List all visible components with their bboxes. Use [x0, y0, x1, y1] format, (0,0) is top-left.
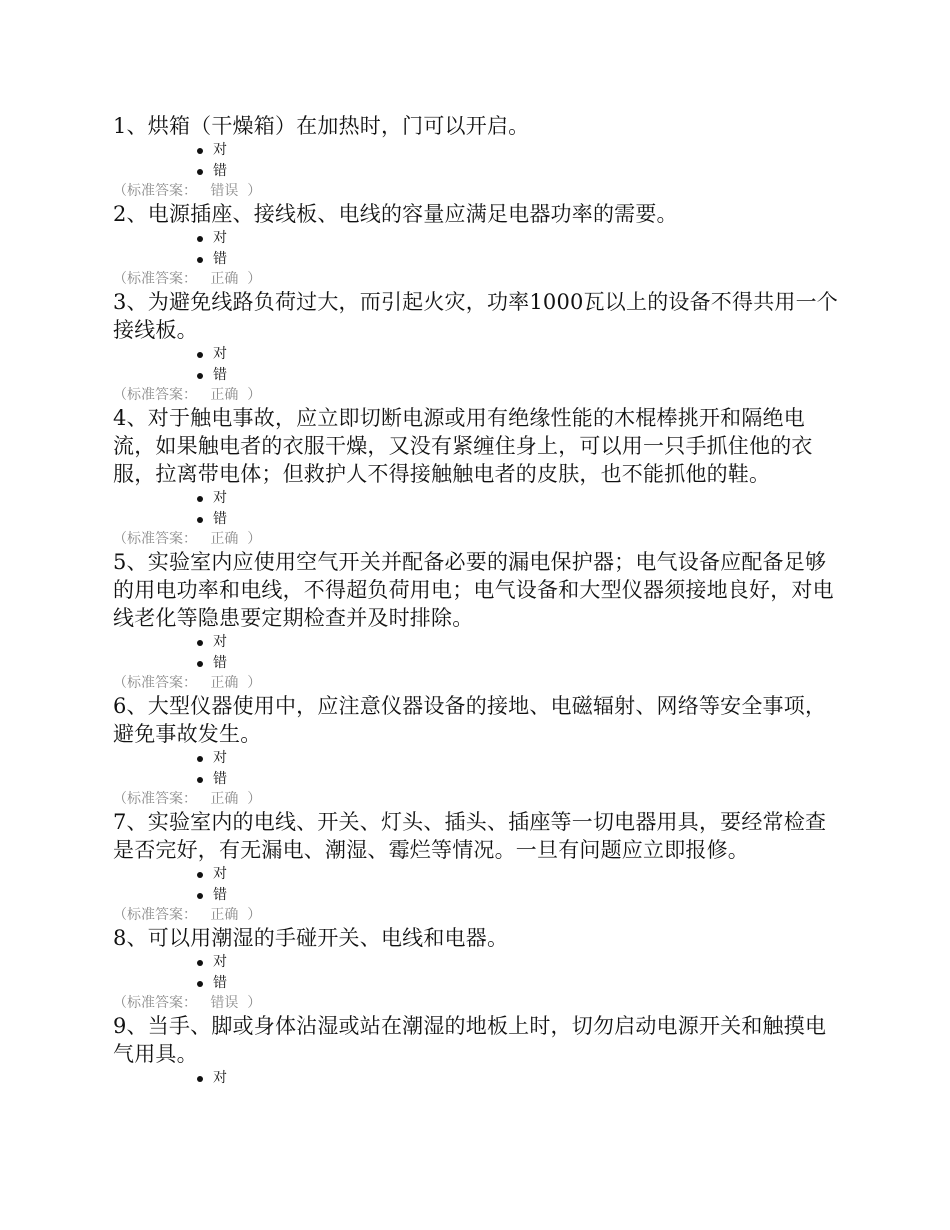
option-label[interactable]: 错 — [213, 887, 227, 903]
question-item — [113, 692, 843, 808]
answer-value: 正确 — [210, 271, 239, 287]
bullet-icon — [197, 640, 203, 646]
bullet-icon — [197, 893, 203, 899]
option-label[interactable]: 错 — [213, 975, 227, 991]
bullet-icon — [197, 872, 203, 878]
question-item — [113, 200, 843, 288]
option-list — [113, 952, 843, 994]
bullet-icon — [197, 496, 203, 502]
bullet-icon — [197, 1076, 203, 1082]
standard-answer — [113, 994, 843, 1012]
answer-value: 正确 — [210, 675, 239, 691]
answer-prefix: （标准答案： — [113, 271, 197, 287]
option-list — [113, 864, 843, 906]
question-text: 8、可以用潮湿的手碰开关、电线和电器。 — [113, 926, 509, 950]
answer-prefix: （标准答案： — [113, 531, 197, 547]
option-true[interactable] — [197, 344, 843, 365]
option-false[interactable] — [197, 769, 843, 790]
question-list — [113, 112, 843, 1089]
answer-value: 错误 — [210, 183, 239, 199]
question-item — [113, 924, 843, 1012]
answer-suffix: ） — [247, 675, 262, 691]
question-text: 5、实验室内应使用空气开关并配备必要的漏电保护器；电气设备应配备足够的用电功率和电线，不得超负荷用电；电气设备和大型仪器须接地良好，对电线老化等隐患要定期检查并及时排除。 — [113, 550, 834, 630]
option-false[interactable] — [197, 973, 843, 994]
question-text: 2、电源插座、接线板、电线的容量应满足电器功率的需要。 — [113, 202, 678, 226]
standard-answer — [113, 386, 843, 404]
option-true[interactable] — [197, 140, 843, 161]
option-label[interactable]: 对 — [213, 142, 227, 158]
option-false[interactable] — [197, 653, 843, 674]
option-label[interactable]: 对 — [213, 750, 227, 766]
option-label[interactable]: 错 — [213, 163, 227, 179]
question-item — [113, 548, 843, 692]
standard-answer — [113, 270, 843, 288]
question-text: 7、实验室内的电线、开关、灯头、插头、插座等一切电器用具，要经常检查是否完好，有无漏电、潮湿、霉烂等情况。一旦有问题应立即报修。 — [113, 810, 827, 862]
option-label[interactable]: 错 — [213, 771, 227, 787]
option-true[interactable] — [197, 748, 843, 769]
question-item — [113, 1012, 843, 1089]
answer-suffix: ） — [247, 271, 262, 287]
bullet-icon — [197, 756, 203, 762]
answer-suffix: ） — [247, 907, 262, 923]
answer-prefix: （标准答案： — [113, 387, 197, 403]
question-item — [113, 404, 843, 548]
option-label[interactable]: 对 — [213, 346, 227, 362]
bullet-icon — [197, 777, 203, 783]
answer-suffix: ） — [247, 183, 262, 199]
answer-prefix: （标准答案： — [113, 675, 197, 691]
option-false[interactable] — [197, 509, 843, 530]
bullet-icon — [197, 373, 203, 379]
option-label[interactable]: 错 — [213, 367, 227, 383]
bullet-icon — [197, 236, 203, 242]
option-true[interactable] — [197, 488, 843, 509]
answer-prefix: （标准答案： — [113, 183, 197, 199]
option-false[interactable] — [197, 249, 843, 270]
option-list — [113, 228, 843, 270]
option-label[interactable]: 错 — [213, 655, 227, 671]
standard-answer — [113, 674, 843, 692]
option-true[interactable] — [197, 228, 843, 249]
bullet-icon — [197, 352, 203, 358]
answer-prefix: （标准答案： — [113, 791, 197, 807]
answer-value: 正确 — [210, 531, 239, 547]
option-label[interactable]: 对 — [213, 954, 227, 970]
standard-answer — [113, 182, 843, 200]
answer-suffix: ） — [247, 791, 262, 807]
option-list — [113, 488, 843, 530]
option-false[interactable] — [197, 161, 843, 182]
option-true[interactable] — [197, 632, 843, 653]
question-item — [113, 112, 843, 200]
bullet-icon — [197, 960, 203, 966]
answer-value: 正确 — [210, 791, 239, 807]
option-label[interactable]: 对 — [213, 490, 227, 506]
question-text: 6、大型仪器使用中，应注意仪器设备的接地、电磁辐射、网络等安全事项，避免事故发生。 — [113, 694, 827, 746]
option-true[interactable] — [197, 1068, 843, 1089]
answer-value: 正确 — [210, 387, 239, 403]
option-true[interactable] — [197, 864, 843, 885]
option-list — [113, 140, 843, 182]
option-false[interactable] — [197, 365, 843, 386]
option-label[interactable]: 对 — [213, 634, 227, 650]
option-label[interactable]: 对 — [213, 230, 227, 246]
bullet-icon — [197, 517, 203, 523]
bullet-icon — [197, 257, 203, 263]
option-false[interactable] — [197, 885, 843, 906]
answer-value: 正确 — [210, 907, 239, 923]
question-text: 4、对于触电事故，应立即切断电源或用有绝缘性能的木棍棒挑开和隔绝电流，如果触电者的衣服干燥，又没有紧缠住身上，可以用一只手抓住他的衣服，拉离带电体；但救护人不得接触触电者的皮肤，也不能抓他的鞋。 — [113, 406, 813, 486]
option-label[interactable]: 错 — [213, 511, 227, 527]
option-label[interactable]: 对 — [213, 866, 227, 882]
answer-suffix: ） — [247, 995, 262, 1011]
standard-answer — [113, 906, 843, 924]
bullet-icon — [197, 148, 203, 154]
bullet-icon — [197, 981, 203, 987]
answer-suffix: ） — [247, 387, 262, 403]
bullet-icon — [197, 661, 203, 667]
standard-answer — [113, 790, 843, 808]
answer-prefix: （标准答案： — [113, 995, 197, 1011]
option-label[interactable]: 错 — [213, 251, 227, 267]
question-text: 3、为避免线路负荷过大，而引起火灾，功率1000瓦以上的设备不得共用一个接线板。 — [113, 290, 839, 342]
question-text: 9、当手、脚或身体沾湿或站在潮湿的地板上时，切勿启动电源开关和触摸电气用具。 — [113, 1014, 827, 1066]
answer-value: 错误 — [210, 995, 239, 1011]
option-list — [113, 632, 843, 674]
answer-prefix: （标准答案： — [113, 907, 197, 923]
question-text: 1、烘箱（干燥箱）在加热时，门可以开启。 — [113, 114, 530, 138]
option-list — [113, 344, 843, 386]
option-true[interactable] — [197, 952, 843, 973]
question-item — [113, 808, 843, 924]
option-list — [113, 748, 843, 790]
answer-suffix: ） — [247, 531, 262, 547]
question-item — [113, 288, 843, 404]
option-list — [113, 1068, 843, 1089]
option-label[interactable]: 对 — [213, 1070, 227, 1086]
bullet-icon — [197, 169, 203, 175]
standard-answer — [113, 530, 843, 548]
